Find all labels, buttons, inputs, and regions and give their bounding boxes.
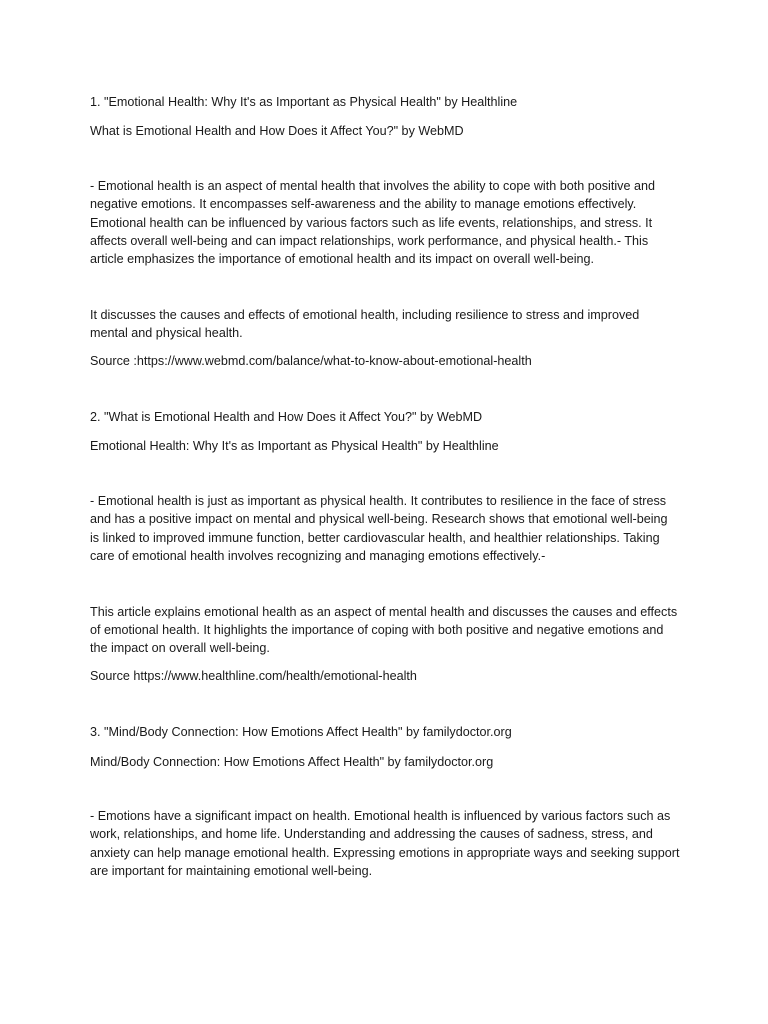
entry-heading: 1. "Emotional Health: Why It's as Important as Physical Health" by Healthline bbox=[90, 95, 518, 109]
entry-source: Source https://www.healthline.com/health/emotional-health bbox=[90, 668, 417, 683]
entry-subheading: Emotional Health: Why It's as Important as Physical Health" by Healthline bbox=[90, 439, 499, 454]
entry-description: - Emotional health is an aspect of mental health that involves the ability to cope with both positive and negative emotions. It encompasses self-awareness and the ability to manage emotions effectively. Emotional health can be influenced by various factors such as life events, relationships, and stress. It affects overall well-being and can impact relationships, work performance, and physical health.- This article emphasizes the importance of emotional health and its impact on overall well-being. bbox=[90, 178, 655, 267]
entry-2 bbox=[90, 408, 680, 685]
entry-heading: 2. "What is Emotional Health and How Does it Affect You?" by WebMD bbox=[90, 410, 483, 425]
entry-subheading: Mind/Body Connection: How Emotions Affect Health" by familydoctor.org bbox=[90, 754, 494, 769]
entry-1 bbox=[90, 93, 680, 370]
entry-heading: 3. "Mind/Body Connection: How Emotions Affect Health" by familydoctor.org bbox=[90, 725, 512, 740]
entry-subheading: What is Emotional Health and How Does it Affect You?" by WebMD bbox=[90, 124, 464, 139]
entry-detail: This article explains emotional health as an aspect of mental health and discusses the causes and effects of emotional health. It highlights the importance of coping with both positive and negative emotions and the impact on overall well-being. bbox=[90, 604, 678, 656]
entry-description: - Emotional health is just as important as physical health. It contributes to resilience in the face of stress and has a positive impact on mental and physical well-being. Research shows that emotional well-being is linked to improved immune function, better cardiovascular health, and healthier relationships. Taking care of emotional health involves recognizing and managing emotions effectively.- bbox=[90, 493, 668, 564]
entry-description: - Emotions have a significant impact on health. Emotional health is influenced by various factors such as work, relationships, and home life. Understanding and addressing the causes of sadness, stress, and anxiety can help manage emotional health. Expressing emotions in appropriate ways and seeking support are important for maintaining emotional well-being. bbox=[90, 808, 680, 879]
entry-source: Source :https://www.webmd.com/balance/what-to-know-about-emotional-health bbox=[90, 353, 532, 368]
entry-3 bbox=[90, 723, 680, 880]
entry-detail: It discusses the causes and effects of emotional health, including resilience to stress and improved mental and physical health. bbox=[90, 307, 640, 341]
